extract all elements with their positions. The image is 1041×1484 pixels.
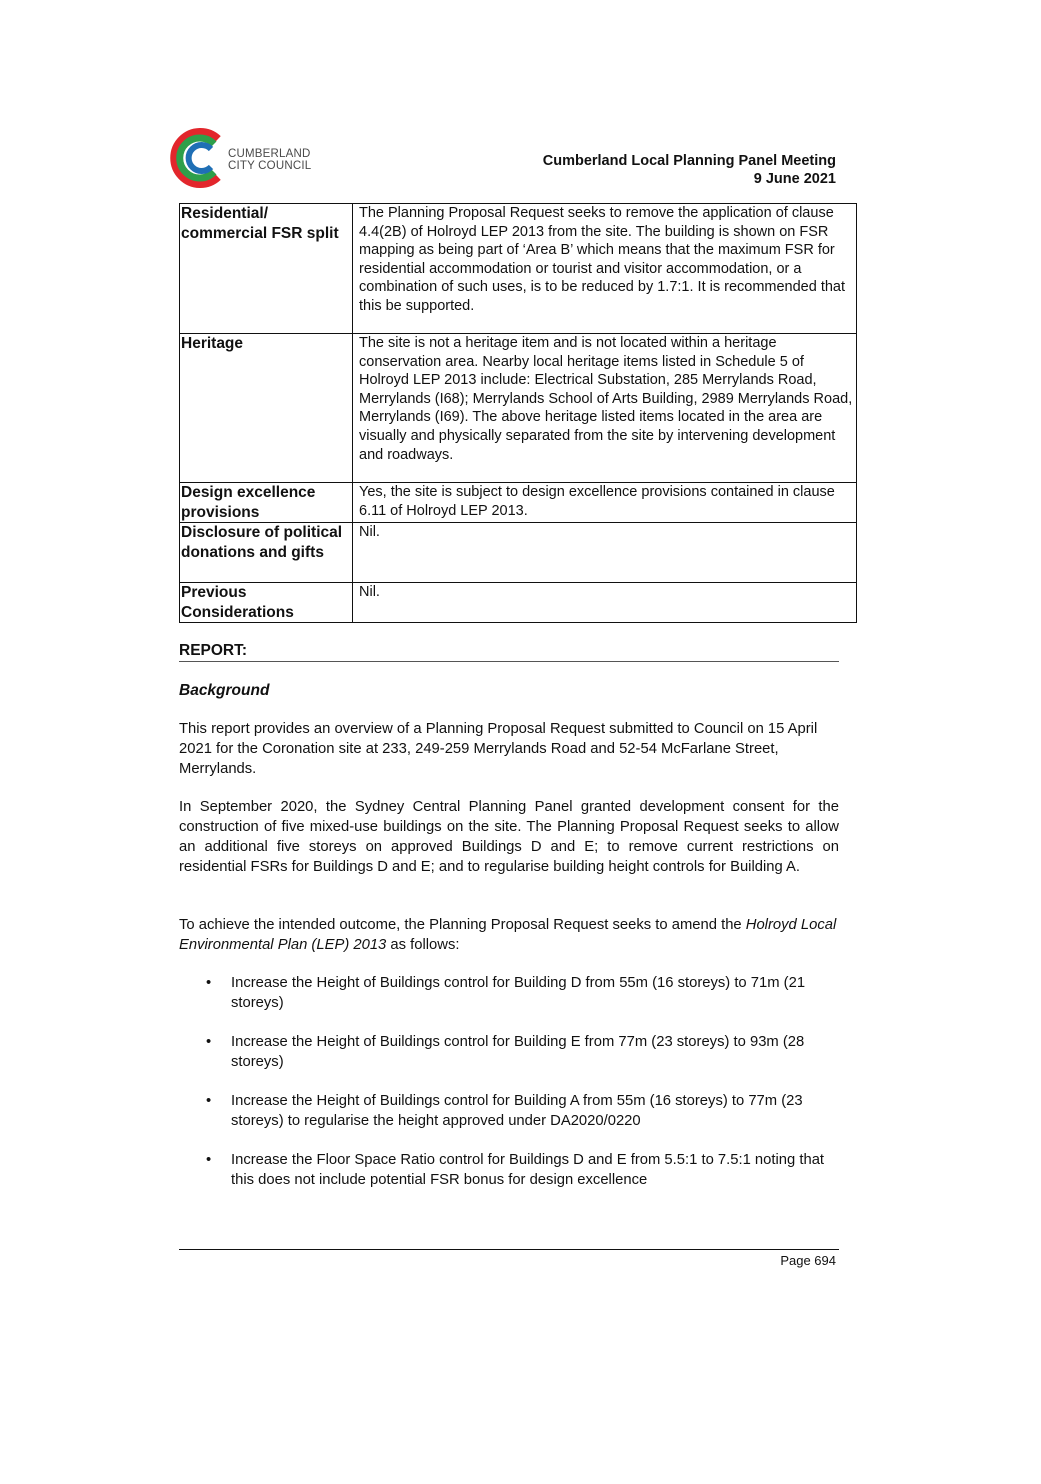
bullet-icon: • bbox=[206, 1034, 212, 1050]
row-value: Nil. bbox=[353, 583, 857, 623]
row-value: The Planning Proposal Request seeks to remove the application of clause 4.4(2B) of Holroyd LEP 2013 from the site. The building is shown on FSR mapping as being part of ‘Area B’ which means that the maximum FSR for residential accommodation or tourist and visitor accommodation, or a combination of such uses, is to be reduced by 1.7:1. It is recommended that this be supported. bbox=[353, 204, 857, 334]
list-item bbox=[179, 1091, 839, 1131]
logo-line-2: CITY COUNCIL bbox=[228, 160, 312, 172]
row-label: Previous Considerations bbox=[180, 583, 353, 623]
council-logo-icon bbox=[168, 126, 232, 190]
background-subheading: Background bbox=[179, 682, 270, 699]
logo-line-1: CUMBERLAND bbox=[228, 148, 311, 160]
meeting-header bbox=[543, 152, 836, 188]
meeting-date: 9 June 2021 bbox=[753, 171, 836, 187]
page-number: Page 694 bbox=[780, 1253, 836, 1268]
planning-info-table bbox=[179, 203, 857, 623]
row-label: Residential/ commercial FSR split bbox=[180, 204, 353, 334]
row-value: Nil. bbox=[353, 523, 857, 583]
para3-text-b: as follows: bbox=[386, 937, 460, 953]
report-heading: REPORT: bbox=[179, 642, 839, 662]
list-item-text: Increase the Height of Buildings control for Building D from 55m (16 storeys) to 71m (21 storeys) bbox=[231, 975, 806, 1011]
lep-title: Holroyd Local Environmental Plan (LEP) 2013 bbox=[179, 917, 837, 953]
meeting-title: Cumberland Local Planning Panel Meeting bbox=[542, 153, 836, 169]
list-item bbox=[179, 1150, 839, 1190]
background-paragraph-2: In September 2020, the Sydney Central Planning Panel granted development consent for the construction of five mixed-use buildings on the site. The Planning Proposal Request seeks to allow an additional five storeys on approved Buildings D and E; to remove current restrictions on residential FSRs for Buildings D and E; and to regularise building height controls for Building A. bbox=[179, 799, 839, 875]
table-row bbox=[180, 523, 857, 583]
footer-divider bbox=[179, 1249, 839, 1250]
row-label: Heritage bbox=[180, 334, 353, 483]
council-logo bbox=[168, 126, 328, 190]
row-value: The site is not a heritage item and is not located within a heritage conservation area. Nearby local heritage items listed in Schedule 5 of Holroyd LEP 2013 include: Electrical Substation, 285 Merrylands Road, Merrylands (I68); Merrylands School of Arts Building, 2989 Merrylands Road, Merrylands (I69). The above heritage listed items located in the area are visually and physically separated from the site by intervening development and roadways. bbox=[353, 334, 857, 483]
list-item bbox=[179, 973, 839, 1013]
list-item-text: Increase the Height of Buildings control for Building E from 77m (23 storeys) to 93m (28 storeys) bbox=[231, 1034, 805, 1070]
list-item-text: Increase the Height of Buildings control for Building A from 55m (16 storeys) to 77m (23 storeys) to regularise the height approved under DA2020/0220 bbox=[231, 1093, 803, 1129]
logo-wordmark bbox=[228, 148, 311, 172]
row-label: Design excellence provisions bbox=[180, 483, 353, 523]
row-label: Disclosure of political donations and gifts bbox=[180, 523, 353, 583]
bullet-icon: • bbox=[206, 1093, 212, 1109]
bullet-icon: • bbox=[206, 975, 212, 991]
background-paragraph-3 bbox=[179, 915, 839, 955]
table-row bbox=[180, 583, 857, 623]
table-row bbox=[180, 204, 857, 334]
list-item bbox=[179, 1032, 839, 1072]
background-paragraph-1: This report provides an overview of a Planning Proposal Request submitted to Council on 15 April 2021 for the Coronation site at 233, 249-259 Merrylands Road and 52-54 McFarlane Street, Merrylands. bbox=[179, 721, 818, 777]
row-value: Yes, the site is subject to design excellence provisions contained in clause 6.11 of Holroyd LEP 2013. bbox=[353, 483, 857, 523]
table-row bbox=[180, 483, 857, 523]
amendment-list bbox=[179, 973, 839, 1209]
bullet-icon: • bbox=[206, 1152, 212, 1168]
table-row bbox=[180, 334, 857, 483]
list-item-text: Increase the Floor Space Ratio control for Buildings D and E from 5.5:1 to 7.5:1 noting that this does not include potential FSR bonus for design excellence bbox=[231, 1152, 825, 1188]
para3-text-a: To achieve the intended outcome, the Planning Proposal Request seeks to amend the bbox=[179, 917, 746, 933]
